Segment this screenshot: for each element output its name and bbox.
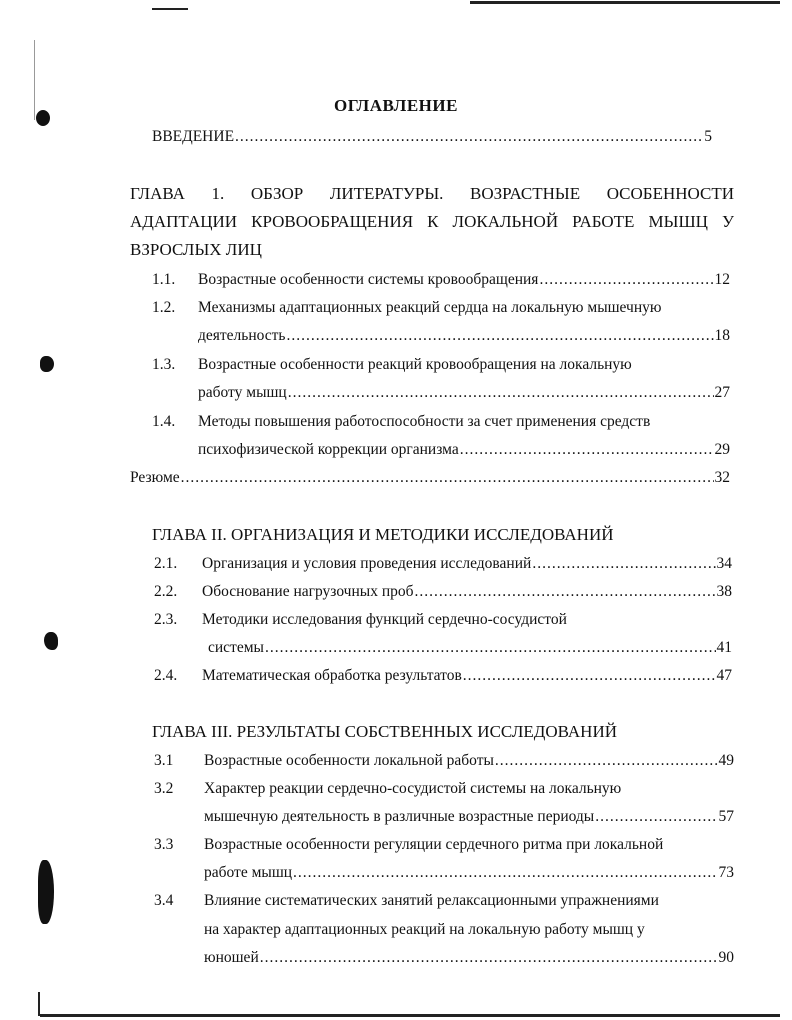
- page-number: 34: [716, 555, 732, 572]
- page-number: 57: [718, 808, 734, 825]
- toc-intro-label: ВВЕДЕНИЕ: [152, 128, 235, 145]
- toc-entry: деятельность ..... 18: [198, 326, 730, 346]
- toc-entry: Математическая обработка результатов ..... 47: [202, 666, 732, 686]
- section-number: 3.1: [154, 752, 174, 769]
- toc-summary: Резюме ..... 32: [130, 468, 730, 488]
- page-number: 90: [718, 949, 734, 966]
- leader-dots: [463, 666, 716, 686]
- leader-dots: [532, 554, 715, 574]
- chapter1-title-line3: ВЗРОСЛЫХ ЛИЦ: [130, 240, 262, 259]
- leader-dots: [293, 863, 717, 883]
- section-number: 2.4.: [154, 667, 178, 684]
- toc-entry: работу мышц ..... 27: [198, 383, 730, 403]
- leader-dots: [181, 468, 714, 488]
- section-number: 3.4: [154, 892, 174, 909]
- leader-dots: [287, 326, 714, 346]
- page-number: 41: [716, 639, 732, 656]
- leader-dots: [265, 638, 716, 658]
- scan-edge-bottom-left: [38, 992, 40, 1016]
- toc-entry: работе мышц ..... 73: [204, 863, 734, 883]
- chapter1-title-line2: АДАПТАЦИИ КРОВООБРАЩЕНИЯ К ЛОКАЛЬНОЙ РАБОТЕ МЫШЦ У: [130, 212, 734, 231]
- page-number: 32: [714, 469, 730, 486]
- toc-entry: юношей ..... 90: [204, 948, 734, 968]
- section-number: 1.1.: [152, 271, 176, 288]
- toc-entry-text: Влияние систематических занятий релаксационными упражнениями: [204, 892, 659, 909]
- page-number: 27: [714, 384, 730, 401]
- toc-intro: [152, 127, 712, 147]
- section-number: 3.2: [154, 780, 174, 797]
- leader-dots: [260, 948, 718, 968]
- leader-dots: [460, 440, 714, 460]
- toc-entry-text: Возрастные особенности реакций кровообращения на локальную: [198, 356, 632, 373]
- scan-edge-top-left: [152, 8, 188, 10]
- page-number: 49: [718, 752, 734, 769]
- page-number: 73: [718, 864, 734, 881]
- leader-dots: [288, 383, 714, 403]
- section-number: 2.1.: [154, 555, 178, 572]
- toc-entry: системы ..... 41: [208, 638, 732, 658]
- leader-dots: [415, 582, 716, 602]
- punch-hole-mark: [40, 356, 54, 372]
- toc-entry-text: на характер адаптационных реакций на локальную работу мышц у: [204, 921, 645, 938]
- toc-intro-page: 5: [704, 128, 712, 145]
- toc-entry-text: Методики исследования функций сердечно-сосудистой: [202, 611, 567, 628]
- scan-edge-bottom: [40, 1014, 780, 1017]
- toc-entry: мышечную деятельность в различные возрастные периоды ..... 57: [204, 807, 734, 827]
- toc-entry: Обоснование нагрузочных проб ..... 38: [202, 582, 732, 602]
- toc-entry-text: Возрастные особенности регуляции сердечного ритма при локальной: [204, 836, 664, 853]
- chapter1-title-line1: ГЛАВА 1. ОБЗОР ЛИТЕРАТУРЫ. ВОЗРАСТНЫЕ ОСОБЕННОСТИ: [130, 184, 734, 203]
- toc-entry: Организация и условия проведения исследований ..... 34: [202, 554, 732, 574]
- section-number: 1.3.: [152, 356, 176, 373]
- page-number: 12: [714, 271, 730, 288]
- leader-dots: [495, 751, 718, 771]
- toc-entry-text: Механизмы адаптационных реакций сердца на локальную мышечную: [198, 299, 662, 316]
- section-number: 2.3.: [154, 611, 178, 628]
- section-number: 1.4.: [152, 413, 176, 430]
- toc-entry: Возрастные особенности локальной работы ..... 49: [204, 751, 734, 771]
- toc-entry: психофизической коррекции организма ..... 29: [198, 440, 730, 460]
- scan-edge-top-right: [470, 1, 780, 4]
- binding-shadow: [38, 860, 54, 924]
- section-number: 2.2.: [154, 583, 178, 600]
- page-number: 29: [714, 441, 730, 458]
- section-number: 1.2.: [152, 299, 176, 316]
- toc-entry-text: Методы повышения работоспособности за счет применения средств: [198, 413, 651, 430]
- punch-hole-mark: [44, 632, 58, 650]
- page-title: ОГЛАВЛЕНИЕ: [334, 96, 458, 115]
- chapter3-title: ГЛАВА III. РЕЗУЛЬТАТЫ СОБСТВЕННЫХ ИССЛЕДОВАНИЙ: [152, 722, 617, 741]
- page-number: 47: [716, 667, 732, 684]
- leader-dots: [235, 127, 703, 147]
- section-number: 3.3: [154, 836, 174, 853]
- chapter2-title: ГЛАВА II. ОРГАНИЗАЦИЯ И МЕТОДИКИ ИССЛЕДОВАНИЙ: [152, 525, 614, 544]
- toc-entry: Возрастные особенности системы кровообращения ..... 12: [198, 270, 730, 290]
- toc-entry-text: Характер реакции сердечно-сосудистой системы на локальную: [204, 780, 622, 797]
- leader-dots: [539, 270, 713, 290]
- page-number: 38: [716, 583, 732, 600]
- leader-dots: [595, 807, 717, 827]
- page-number: 18: [714, 327, 730, 344]
